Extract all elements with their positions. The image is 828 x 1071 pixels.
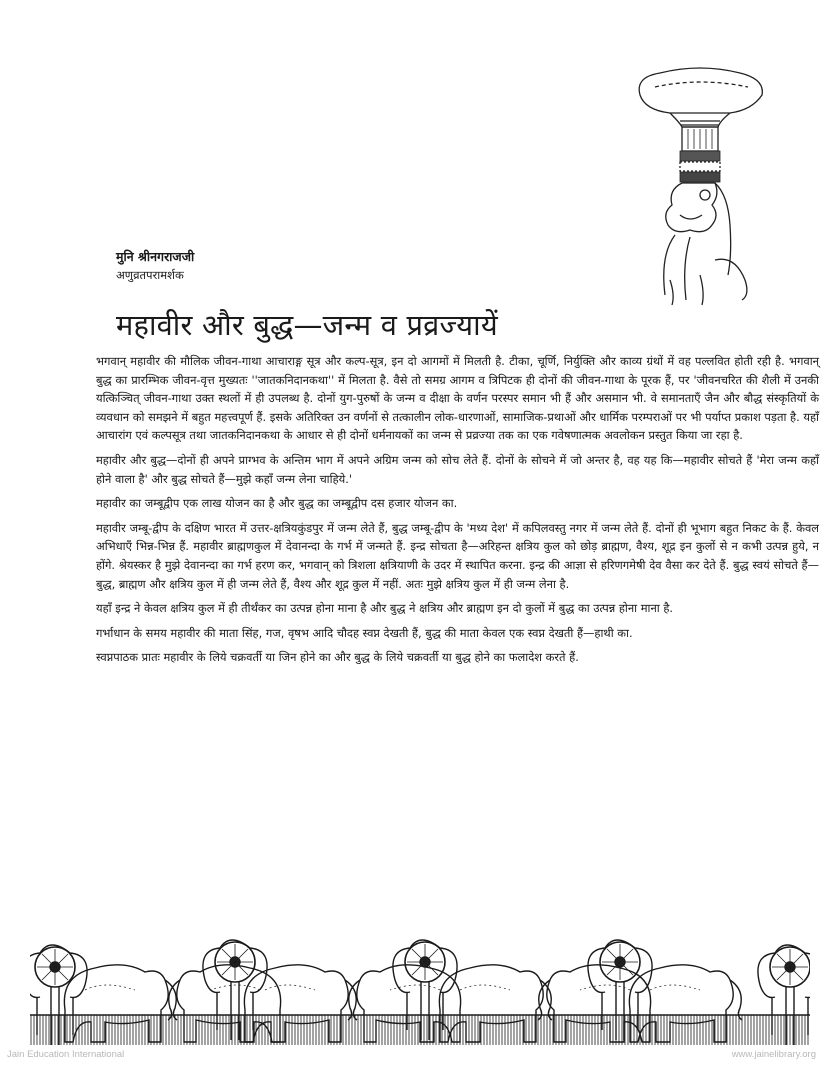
article-body <box>96 352 819 673</box>
page-title: महावीर और बुद्ध—जन्म व प्रव्रज्यायें <box>116 308 498 343</box>
paragraph: यहाँ इन्द्र ने केवल क्षत्रिय कुल में ही तीर्थंकर का उत्पन्न होना माना है और बुद्ध ने क्षत्रिय और ब्राह्मण इन दो कुलों में बुद्ध का उत्पन्न होना माना है. <box>96 601 674 616</box>
paragraph: गर्भाधान के समय महावीर की माता सिंह, गज, वृषभ आदि चौदह स्वप्न देखती हैं, बुद्ध की माता केवल एक स्वप्न देखती हैं—हाथी का. <box>96 625 633 640</box>
paragraph: महावीर जम्बू-द्वीप के दक्षिण भारत में उत्तर-क्षत्रियकुंडपुर में जन्म लेते हैं, बुद्ध जम्बू-द्वीप के 'मध्य देश' में कपिलवस्तु नगर में जन्म लेते हैं. दोनों ही भूभाग बहुत निकट के हैं. केवल अभिधाएँ भिन्न-भिन्न हैं. महावीर ब्राह्मणकुल में देवानन्दा के गर्भ में जन्मते हैं. इन्द्र सोचता है—अरिहन्त क्षत्रिय कुल को छोड़ ब्राह्मण, वैश्य, शूद्र इन कुलों से न कभी उत्पन्न हुये, न होंगे. श्रेयस्कर है मुझे देवानन्दा का गर्भ हरण कर, भगवान् को त्रिशला क्षत्रियाणी के उदर में स्थापित करना. इन्द्र की आज्ञा से हरिणगमेषी देव वैसा कर देते हैं. बुद्ध स्वयं सोचते हैं—बुद्ध, ब्राह्मण और क्षत्रिय कुल में ही जन्म लेते हैं, वैश्य और शूद्र कुल में नहीं. अतः मुझे क्षत्रिय कुल में ही जन्म लेना है. <box>96 520 819 591</box>
author-name: मुनि श्रीनगराजजी <box>116 249 195 264</box>
author-block <box>116 248 194 284</box>
paragraph: महावीर और बुद्ध—दोनों ही अपने प्राग्भव के अन्तिम भाग में अपने अग्रिम जन्म को सोच लेते हैं. दोनों के सोचने में जो अन्तर है, वह यह कि—महावीर सोचते हैं 'मेरा जन्म कहाँ होने वाला है' और बुद्ध सोचते हैं—मुझे कहाँ जन्म लेना चाहिये.' <box>96 452 819 486</box>
paragraph: भगवान् महावीर की मौलिक जीवन-गाथा आचाराङ्ग सूत्र और कल्प-सूत्र, इन दो आगमों में मिलती है. टीका, चूर्णि, निर्युक्ति और काव्य ग्रंथों में वह पल्लवित होती रही है. भगवान् बुद्ध का प्रारम्भिक जीवन-वृत्त मुख्यतः ''जातकनिदानकथा'' में मिलता है. वैसे तो समग्र आगम व त्रिपिटक ही दोनों की जीवन-गाथा के पूरक हैं, पर 'जीवनचरित की शैली में उनकी यत्किञ्चित् जीवन-गाथा उक्त स्थलों में ही उपलब्ध है. दोनों युग-पुरुषों के जन्म व दीक्षा के वर्णन परस्पर समान भी हैं और असमान भी. वे समानताएँ जैन और बौद्ध संस्कृतियों के व्यवधान को समझने में बहुत महत्त्वपूर्ण हैं. इसके अतिरिक्त उन वर्णनों से तत्कालीन लोक-धारणाओं, सामाजिक-प्रथाओं और धार्मिक परम्पराओं पर भी पर्याप्त प्रकाश पड़ता है. यहाँ आचारांग एवं कल्पसूत्र तथा जातकनिदानकथा के आधार से ही दोनों धर्मनायकों का जन्म से प्रव्रज्या तक का एक गवेषणात्मक अवलोकन प्रस्तुत किया जा रहा है. <box>96 354 819 443</box>
pillar-capital-lion-icon <box>620 55 780 310</box>
author-role: अणुव्रतपरामर्शक <box>116 268 184 282</box>
paragraph: महावीर का जम्बूद्वीप एक लाख योजन का है और बुद्ध का जम्बूद्वीप दस हजार योजन का. <box>96 496 458 511</box>
elephants-and-trees-frieze-icon <box>30 935 810 1055</box>
paragraph: स्वप्नपाठक प्रातः महावीर के लिये चक्रवर्ती या जिन होने का और बुद्ध के लिये चक्रवर्ती या बुद्ध होने का फलादेश करते हैं. <box>96 650 579 665</box>
footer-source-left: Jain Education International <box>7 1049 125 1060</box>
footer-source-right[interactable]: www.jainelibrary.org <box>731 1049 816 1060</box>
